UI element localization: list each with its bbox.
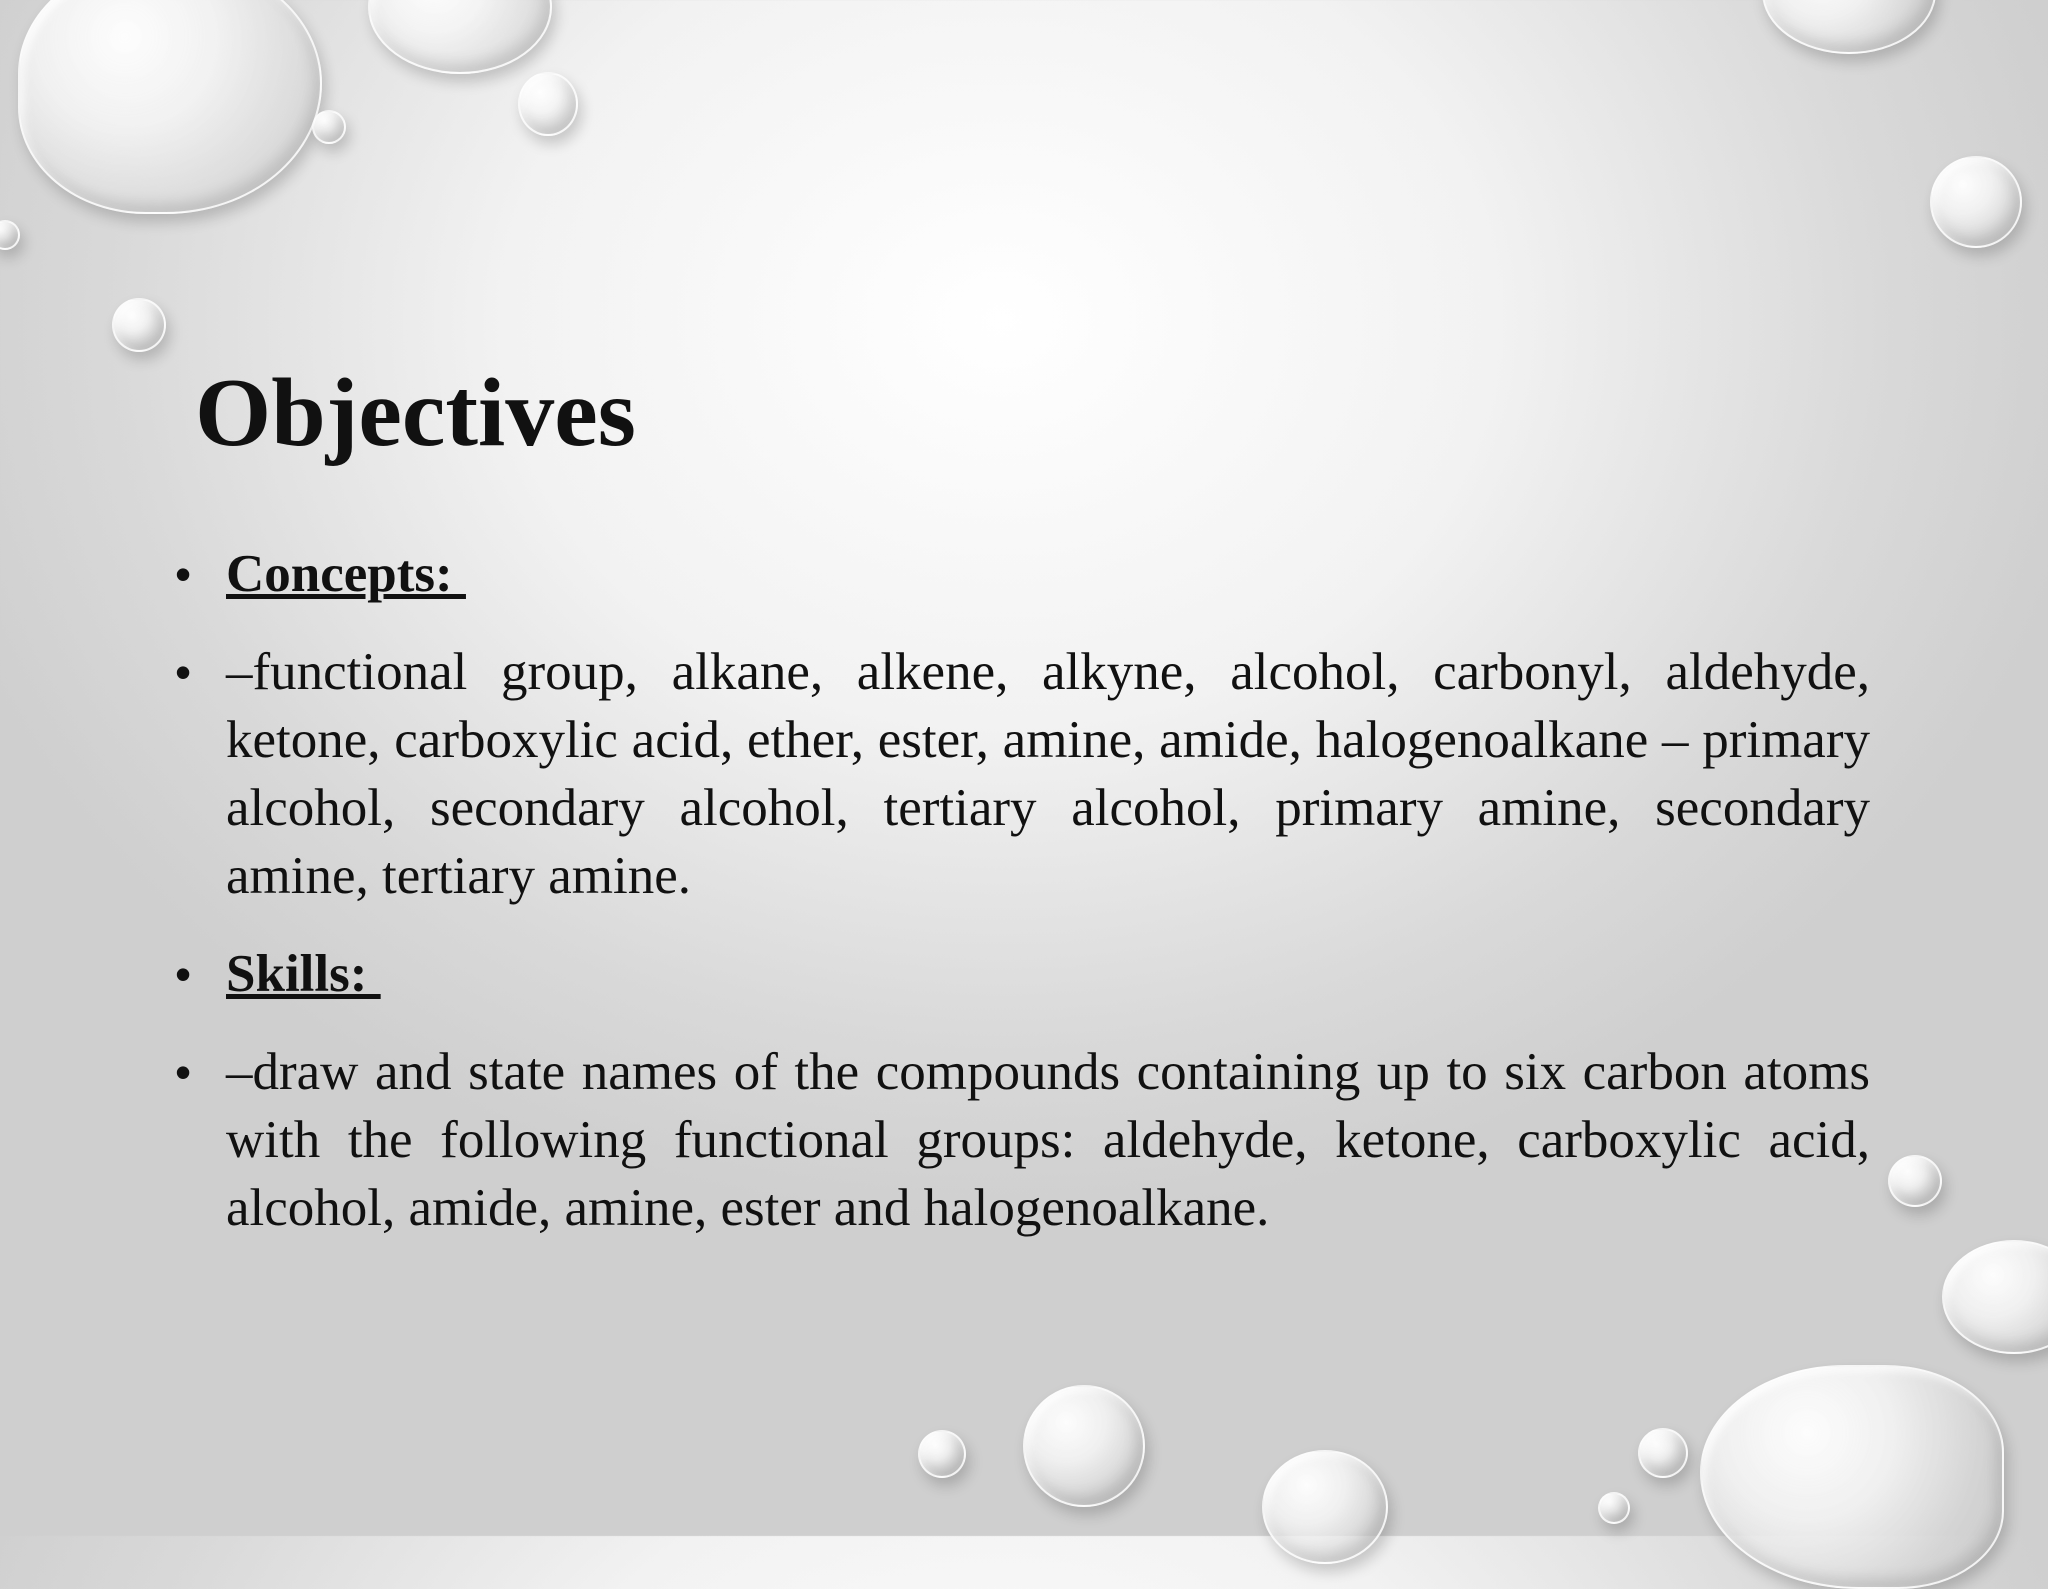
bullet-item-skills-text — [175, 1038, 1870, 1242]
bullet-icon: • — [175, 1046, 192, 1098]
water-drop-decoration — [1930, 156, 2022, 248]
water-drop-decoration — [112, 298, 166, 352]
water-drop-decoration — [368, 0, 552, 74]
concepts-text: –functional group, alkane, alkene, alkyne, alcohol, carbonyl, aldehyde, ketone, carboxylic acid, ether, ester, amine, amide, halogenoalkane – primary alcohol, secondary alcohol, tertiary alcohol, primary amine, secondary amine, tertiary amine. — [226, 643, 1870, 905]
concepts-heading: Concepts: — [226, 545, 466, 603]
bullet-item-concepts-text — [175, 638, 1870, 910]
water-drop-decoration — [1023, 1385, 1145, 1507]
water-drop-decoration — [1638, 1428, 1688, 1478]
water-drop-decoration — [1262, 1450, 1388, 1564]
bullet-icon: • — [175, 646, 192, 698]
water-drop-decoration — [0, 220, 20, 250]
water-drop-decoration — [18, 0, 322, 214]
water-drop-decoration — [1888, 1155, 1942, 1207]
water-drop-decoration — [312, 110, 346, 144]
water-drop-decoration — [1598, 1492, 1630, 1524]
bullet-icon: • — [175, 548, 192, 600]
water-drop-decoration — [918, 1430, 966, 1478]
skills-heading: Skills: — [226, 945, 381, 1003]
water-drop-decoration — [1942, 1240, 2048, 1354]
water-drop-decoration — [1700, 1365, 2004, 1589]
water-drop-decoration — [518, 72, 578, 136]
slide-title: Objectives — [195, 359, 636, 467]
water-drop-decoration — [1762, 0, 1936, 54]
bullet-item-skills-heading — [175, 940, 1870, 1008]
bullet-icon: • — [175, 948, 192, 1000]
bullet-item-concepts-heading — [175, 540, 1870, 608]
bullet-list — [175, 540, 1870, 1272]
skills-text: –draw and state names of the compounds containing up to six carbon atoms with the following functional groups: aldehyde, ketone, carboxylic acid, alcohol, amide, amine, ester and halogenoalkane. — [226, 1043, 1870, 1237]
